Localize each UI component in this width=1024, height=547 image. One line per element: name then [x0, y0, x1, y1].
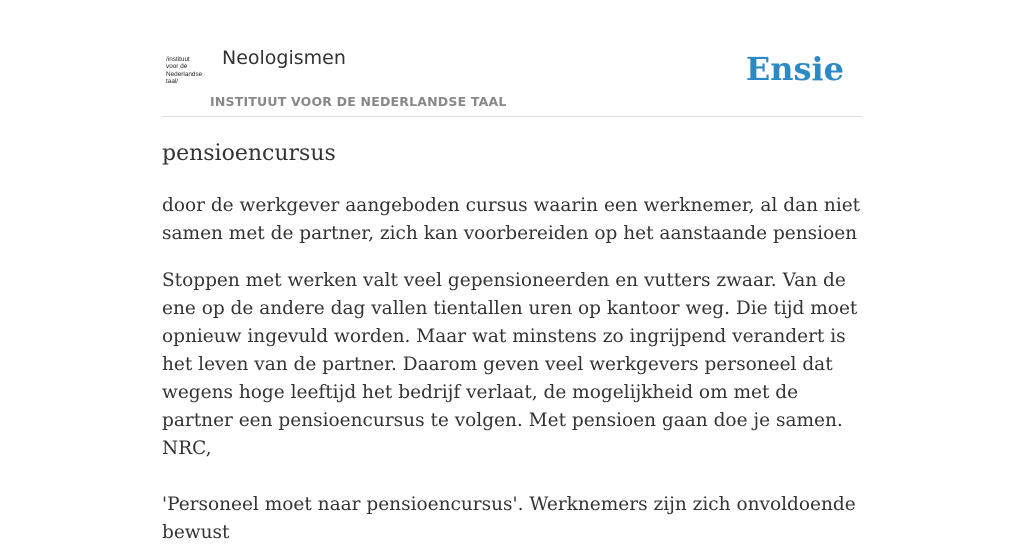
entry-quote: [162, 267, 868, 547]
organization-name: INSTITUUT VOOR DE NEDERLANDSE TAAL: [210, 94, 507, 109]
logo-line: /instituut: [166, 56, 190, 63]
site-header: [162, 40, 862, 117]
entry-content: [162, 138, 868, 547]
quote-text-continued: 'Personeel moet naar pensioencursus'. Werknemers zijn zich onvoldoende bewust: [162, 494, 856, 543]
entry-definition: door de werkgever aangeboden cursus waarin een werknemer, al dan niet samen met de partner, zich kan voorbereiden op het aanstaande pensioen: [162, 195, 861, 244]
quote-text: Stoppen met werken valt veel gepensioneerden en vutters zwaar. Van de ene op de andere dag vallen tientallen uren op kantoor weg. Die tijd moet opnieuw ingevuld worden. Maar wat minstens zo ingrijpend verandert is het leven van de partner. Daarom geven veel werkgevers personeel dat wegens hoge leeftijd het bedrijf verlaat, de mogelijkheid om met de partner een pensioencursus te volgen. Met pensioen gaan doe je samen.: [162, 270, 858, 431]
site-title[interactable]: Neologismen: [222, 47, 346, 69]
logo-line: voor de: [166, 63, 188, 71]
logo-line: taal/: [166, 78, 179, 86]
entry-title: pensioencursus: [162, 141, 336, 166]
ensie-brand-link[interactable]: Ensie: [745, 50, 844, 88]
quote-spacer: [162, 463, 868, 491]
institute-logo[interactable]: [166, 56, 208, 90]
quote-source: NRC,: [162, 438, 212, 459]
logo-line: Nederlandse: [166, 70, 203, 78]
